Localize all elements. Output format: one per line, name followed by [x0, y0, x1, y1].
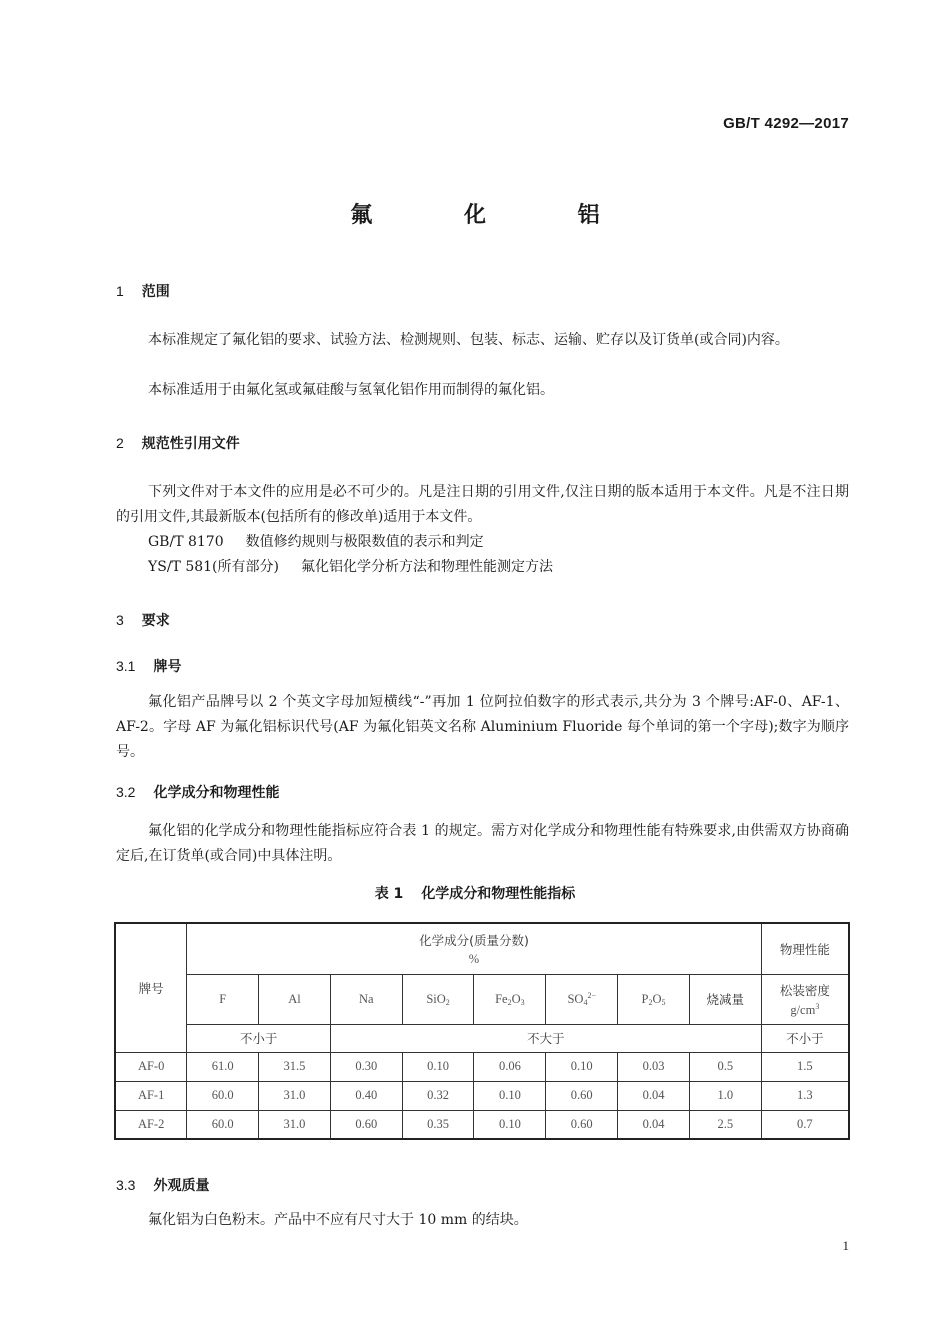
- section-3-2-paragraph: 氟化铝的化学成分和物理性能指标应符合表 1 的规定。需方对化学成分和物理性能有特殊要求,由供需双方协商确定后,在订货单(或合同)中具体注明。: [116, 823, 849, 864]
- reference-item: [148, 531, 484, 551]
- cell-al: 31.0: [259, 1110, 331, 1139]
- cell-f: 60.0: [187, 1110, 259, 1139]
- col-sio2: [402, 974, 474, 1024]
- col-p2o5: [618, 974, 690, 1024]
- col-na: Na: [330, 974, 402, 1024]
- cell-density: 0.7: [761, 1110, 849, 1139]
- formula-text: SiO: [426, 991, 446, 1006]
- limit-max: 不大于: [330, 1024, 761, 1052]
- cell-p2o5: 0.03: [618, 1052, 690, 1081]
- density-unit: g/cm: [790, 1002, 816, 1017]
- chem-unit: %: [468, 951, 480, 966]
- standard-code: GB/T 4292—2017: [723, 115, 849, 132]
- formula-text: Fe: [495, 991, 508, 1006]
- page-number: 1: [842, 1238, 849, 1253]
- col-density: [761, 974, 849, 1024]
- section-1-paragraph-2: 本标准适用于由氟化氢或氟硅酸与氢氧化铝作用而制得的氟化铝。: [148, 382, 554, 398]
- col-so4: [546, 974, 618, 1024]
- cell-fe2o3: 0.10: [474, 1081, 546, 1110]
- section-1-paragraph-1: 本标准规定了氟化铝的要求、试验方法、检测规则、包装、标志、运输、贮存以及订货单(或合同)内容。: [148, 332, 789, 348]
- row-grade: AF-2: [115, 1110, 187, 1139]
- cell-density: 1.5: [761, 1052, 849, 1081]
- table-row: [115, 1110, 849, 1139]
- limit-min: 不小于: [187, 1024, 331, 1052]
- section-title: 范围: [141, 284, 170, 300]
- cell-na: 0.60: [330, 1110, 402, 1139]
- col-al: Al: [259, 974, 331, 1024]
- section-number: 3.2: [116, 784, 136, 800]
- section-3-1-paragraph: 氟化铝产品牌号以 2 个英文字母加短横线“-”再加 1 位阿拉伯数字的形式表示,共分为 3 个牌号:AF-0、AF-1、AF-2。字母 AF 为氟化铝标识代号(AF 为氟化铝英文名称 Aluminium Fluoride 每个单词的第一个字母);数字为顺序号。: [116, 694, 849, 760]
- grade-header: 牌号: [115, 923, 187, 1052]
- formula-text: O: [652, 991, 662, 1006]
- cell-loi: 1.0: [689, 1081, 761, 1110]
- cell-so4: 0.10: [546, 1052, 618, 1081]
- section-title: 要求: [141, 613, 170, 629]
- col-loss-on-ignition: 烧减量: [689, 974, 761, 1024]
- density-label: 松装密度: [779, 982, 830, 998]
- cell-al: 31.5: [259, 1052, 331, 1081]
- cell-f: 60.0: [187, 1081, 259, 1110]
- section-2-paragraph-1: 下列文件对于本文件的应用是必不可少的。凡是注日期的引用文件,仅注日期的版本适用于本文件。凡是不注日期的引用文件,其最新版本(包括所有的修改单)适用于本文件。: [116, 484, 849, 525]
- cell-fe2o3: 0.06: [474, 1052, 546, 1081]
- formula-subscript: 2: [507, 997, 512, 1007]
- section-title: 外观质量: [153, 1178, 210, 1194]
- reference-code: GB/T 8170: [148, 534, 224, 550]
- cell-fe2o3: 0.10: [474, 1110, 546, 1139]
- formula-text: SO: [567, 992, 584, 1006]
- table-caption-title: 化学成分和物理性能指标: [421, 886, 576, 902]
- cell-p2o5: 0.04: [618, 1110, 690, 1139]
- reference-title: 氟化铝化学分析方法和物理性能测定方法: [300, 559, 553, 575]
- cell-so4: 0.60: [546, 1081, 618, 1110]
- density-unit-superscript: 3: [815, 1001, 820, 1011]
- cell-na: 0.30: [330, 1052, 402, 1081]
- formula-subscript: 3: [520, 997, 525, 1007]
- formula-superscript: 2−: [587, 991, 596, 1000]
- formula-text: O: [511, 991, 521, 1006]
- section-3-2-heading: [116, 782, 279, 802]
- cell-sio2: 0.32: [402, 1081, 474, 1110]
- limit-phys: 不小于: [761, 1024, 849, 1052]
- section-number: 1: [116, 283, 124, 299]
- section-title: 牌号: [153, 659, 182, 675]
- section-3-1-heading: [116, 656, 181, 676]
- formula-subscript: 2: [648, 997, 653, 1007]
- cell-loi: 0.5: [689, 1052, 761, 1081]
- section-3-3-paragraph: 氟化铝为白色粉末。产品中不应有尺寸大于 10 mm 的结块。: [148, 1212, 528, 1228]
- col-f: F: [187, 974, 259, 1024]
- chem-header: 化学成分(质量分数): [419, 932, 529, 948]
- table-caption: [0, 883, 950, 903]
- cell-p2o5: 0.04: [618, 1081, 690, 1110]
- section-number: 2: [116, 435, 124, 451]
- section-number: 3.3: [116, 1177, 136, 1193]
- section-3-3-heading: [116, 1175, 209, 1195]
- cell-na: 0.40: [330, 1081, 402, 1110]
- table-row: [115, 1081, 849, 1110]
- cell-sio2: 0.35: [402, 1110, 474, 1139]
- formula-subscript: 2: [445, 997, 450, 1007]
- document-title: 氟 化 铝: [350, 203, 642, 228]
- cell-sio2: 0.10: [402, 1052, 474, 1081]
- cell-so4: 0.60: [546, 1110, 618, 1139]
- row-grade: AF-0: [115, 1052, 187, 1081]
- reference-item: [148, 556, 553, 576]
- cell-f: 61.0: [187, 1052, 259, 1081]
- section-3-heading: [116, 610, 170, 630]
- section-1-heading: [116, 281, 170, 301]
- cell-loi: 2.5: [689, 1110, 761, 1139]
- cell-al: 31.0: [259, 1081, 331, 1110]
- table-row: [115, 1052, 849, 1081]
- reference-code: YS/T 581(所有部分): [148, 559, 279, 575]
- table-caption-number: 表 1: [374, 886, 404, 902]
- section-title: 化学成分和物理性能: [153, 785, 280, 801]
- formula-subscript: 4: [583, 998, 588, 1007]
- chem-header-cell: [187, 923, 761, 974]
- section-2-heading: [116, 433, 240, 453]
- section-number: 3.1: [116, 658, 136, 674]
- spec-table: [114, 922, 850, 1140]
- section-title: 规范性引用文件: [141, 436, 240, 452]
- row-grade: AF-1: [115, 1081, 187, 1110]
- phys-header: 物理性能: [761, 923, 849, 974]
- cell-density: 1.3: [761, 1081, 849, 1110]
- reference-title: 数值修约规则与极限数值的表示和判定: [245, 534, 484, 550]
- formula-subscript: 5: [661, 997, 666, 1007]
- formula-text: P: [641, 991, 649, 1006]
- section-number: 3: [116, 612, 124, 628]
- col-fe2o3: [474, 974, 546, 1024]
